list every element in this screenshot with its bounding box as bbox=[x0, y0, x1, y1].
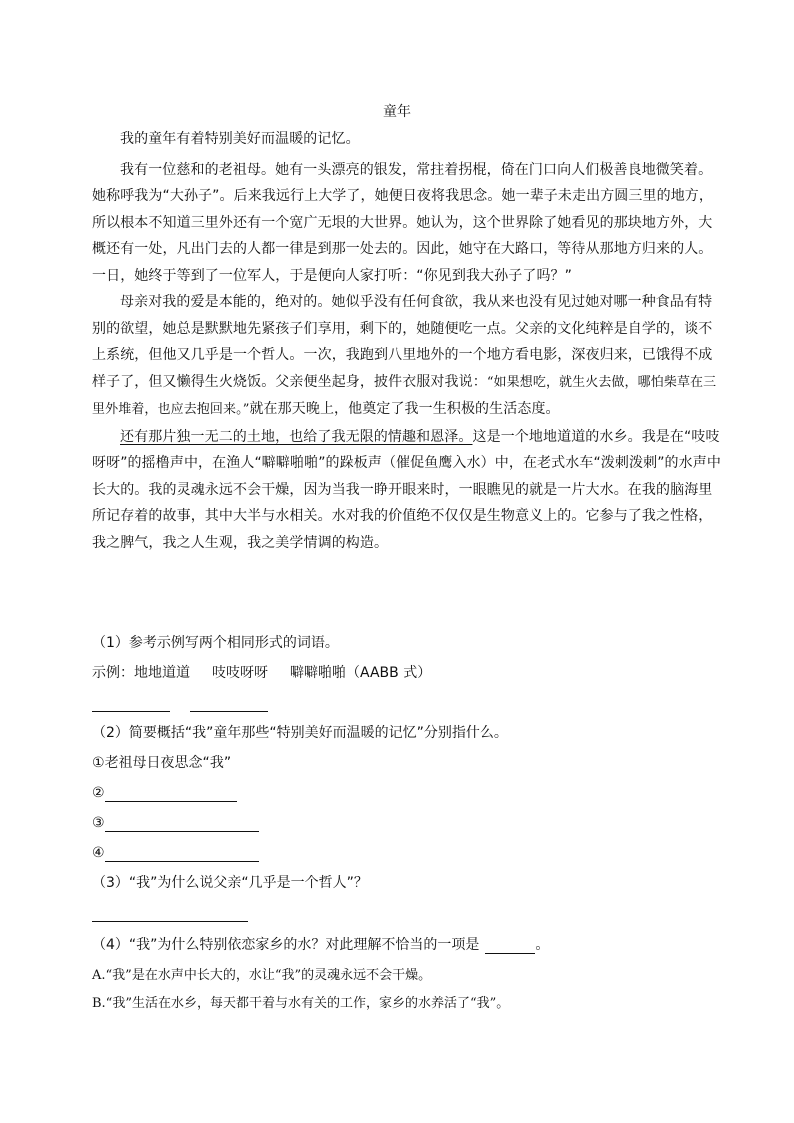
question-3-answer-row bbox=[92, 898, 722, 928]
question-4-prompt-end: 。 bbox=[535, 937, 550, 953]
answer-blank[interactable] bbox=[105, 785, 237, 802]
example-note: （AABB 式） bbox=[346, 665, 432, 681]
item-marker: ② bbox=[92, 785, 105, 801]
question-1-prompt: （1）参考示例写两个相同形式的词语。 bbox=[92, 635, 339, 651]
passage-paragraph-1: 我的童年有着特别美好而温暖的记忆。 bbox=[120, 131, 360, 147]
answer-blank[interactable] bbox=[105, 815, 259, 832]
question-4-prompt-row bbox=[92, 928, 722, 962]
option-a: A.“我”是在水声中长大的，水让“我”的灵魂永远不会干燥。 bbox=[92, 968, 432, 983]
example-word: 地地道道 bbox=[134, 665, 190, 681]
item-marker: ④ bbox=[92, 845, 105, 861]
answer-blank[interactable] bbox=[92, 905, 248, 922]
passage bbox=[92, 126, 722, 556]
passage-paragraph-4 bbox=[92, 424, 722, 557]
document-title: 童年 bbox=[383, 104, 411, 120]
question-2-item bbox=[92, 838, 722, 868]
question-1-answer-row bbox=[92, 688, 722, 718]
paragraph-4-text: 这是一个地地道道的水乡。我是在“吱吱呀呀”的摇橹声中，在渔人“噼噼啪啪”的跺板声（催促鱼鹰入水）中，在老式水车“泼刺泼刺”的水声中长大的。我的灵魂永远不会干燥，因为当我一睁开眼来时，一眼瞧见的就是一片大水。在我的脑海里所记存着的故事，其中大半与水相关。水对我的价值绝不仅仅是生物意义上的。它参与了我之性格，我之脾气，我之人生观，我之美学情调的构造。 bbox=[92, 428, 721, 551]
question-4-prompt: （4）“我”为什么特别依恋家乡的水？对此理解不恰当的一项是 bbox=[92, 937, 480, 953]
answer-blank[interactable] bbox=[485, 937, 535, 954]
paragraph-3-ending: 就在那天晚上，他奠定了我一生积极的生活态度。 bbox=[249, 401, 560, 417]
item-answer: 老祖母日夜思念“我” bbox=[104, 755, 232, 771]
example-label: 示例： bbox=[92, 665, 134, 681]
question-1-example bbox=[92, 658, 722, 688]
answer-blank[interactable] bbox=[190, 695, 268, 712]
question-2-item bbox=[92, 808, 722, 838]
questions-section bbox=[92, 628, 722, 1018]
father-quote: “如果想吃，就生火去做，哪怕柴草在三里外堆着，也应去抱回来。” bbox=[92, 374, 717, 417]
option-b: B.“我”生活在水乡，每天都干着与水有关的工作，家乡的水养活了“我”。 bbox=[92, 996, 510, 1011]
question-2-item bbox=[92, 748, 722, 778]
question-2-prompt: （2）简要概括“我”童年那些“特别美好而温暖的记忆”分别指什么。 bbox=[92, 725, 508, 741]
answer-blank[interactable] bbox=[105, 845, 259, 862]
passage-paragraph-3 bbox=[92, 289, 722, 424]
passage-paragraph-2: 我有一位慈和的老祖母。她有一头漂亮的银发，常拄着拐棍，倚在门口向人们极善良地微笑着。她称呼我为“大孙子”。后来我远行上大学了，她便日夜将我思念。她一辈子未走出方圆三里的地方，所以根本不知道三里外还有一个宽广无垠的大世界。她认为，这个世界除了她看见的那块地方外，大概还有一处，凡出门去的人都一律是到那一处去的。因此，她守在大路口，等待从那地方归来的人。一日，她终于等到了一位军人，于是便向人家打听：“你见到我大孙子了吗？” bbox=[92, 161, 714, 284]
example-word: 噼噼啪啪 bbox=[290, 665, 346, 681]
answer-blank[interactable] bbox=[92, 695, 170, 712]
underlined-sentence: 还有那片独一无二的土地，也给了我无限的情趣和恩泽。 bbox=[120, 428, 473, 445]
item-marker: ① bbox=[92, 755, 105, 771]
question-2-item bbox=[92, 778, 722, 808]
item-marker: ③ bbox=[92, 815, 105, 831]
example-word: 吱吱呀呀 bbox=[212, 665, 268, 681]
question-3-prompt: （3）“我”为什么说父亲“几乎是一个哲人”？ bbox=[92, 875, 368, 891]
paragraph-3-text: 母亲对我的爱是本能的，绝对的。她似乎没有任何食欲，我从来也没有见过她对哪一种食品有特别的欲望，她总是默默地先紧孩子们享用，剩下的，她随便吃一点。父亲的文化纯粹是自学的，谈不上系统，但他又几乎是一个哲人。一次，我跑到八里地外的一个地方看电影，深夜归来，已饿得不成样子了，但又懒得生火烧饭。父亲便坐起身，披件衣服对我说： bbox=[92, 294, 713, 390]
